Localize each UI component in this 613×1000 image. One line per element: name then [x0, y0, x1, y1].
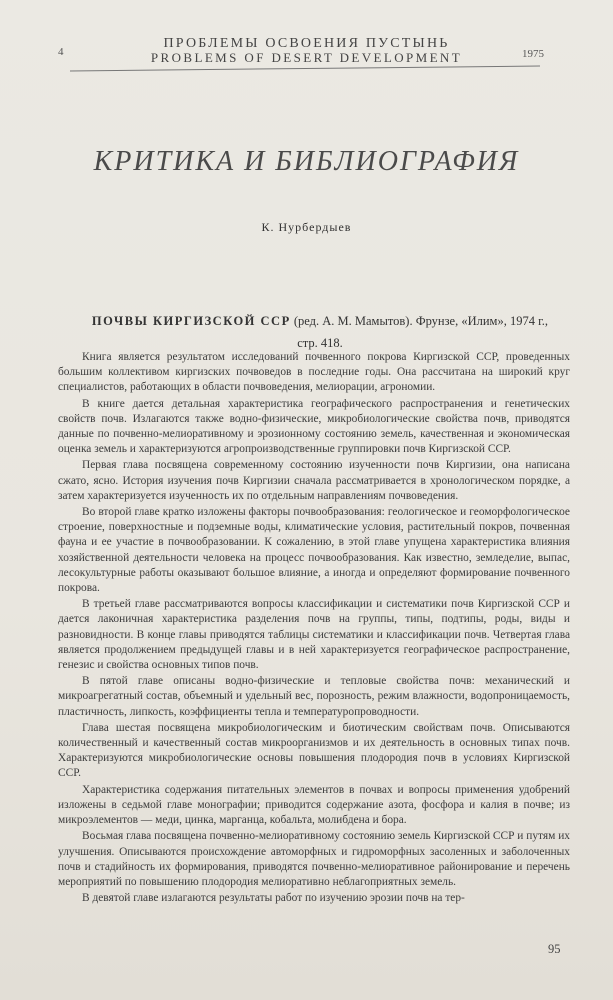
book-pages: стр. 418. — [297, 336, 343, 350]
paragraph: Первая глава посвящена современному состоянию изученности почв Киргизии, она написана сжато, ясно. История изучения почв Киргизии сначала рассматривается в хронологическом порядке, а затем характеризуется изученность их по отдельным направлениям почвоведения. — [58, 459, 570, 502]
paragraph: Характеристика содержания питательных элементов в почвах и вопросы применения удобрений изложены в седьмой главе монографии; приводится содержание азота, фосфора и калия в почве; из микроэлементов — меди, цинка, марганца, кобальта, молибдена и бора. — [58, 783, 570, 827]
paragraph: Восьмая глава посвящена почвенно-мелиоративному состоянию земель Киргизской ССР и путям их улучшения. Описываются происхождение автоморфных и гидроморфных засоленных и заболоченных почв и стадийность их формирования, приводятся почвенно-мелиоративное районирование и перечень мероприятий по повышению плодородия мелиоративно неблагоприятных земель. — [58, 830, 570, 888]
section-title: КРИТИКА И БИБЛИОГРАФИЯ — [93, 146, 520, 177]
book-editor: (ред. А. М. Мамытов). — [293, 314, 413, 328]
header-page-number: 4 — [58, 46, 64, 58]
paragraph: Глава шестая посвящена микробиологическим и биотическим свойствам почв. Описываются количественный и качественный состав микроорганизмов и их деятельность в основных типах почв. Характеризуются микробиологические основы повышения плодородия почв в условиях Киргизской ССР. — [58, 721, 570, 780]
paragraph: В третьей главе рассматриваются вопросы классификации и систематики почв Киргизской ССР и дается лаконичная характеристика разделения почв на группы, типы, подтипы, роды, виды и разновидности. В конце главы приводятся таблицы систематики и классификации почв. Четвертая глава является продолжением предыдущей главы и в ней характеризуется географическое распространение, генезис и свойства основных типов почв. — [58, 598, 570, 672]
header-year: 1975 — [522, 48, 544, 60]
book-publisher: Фрунзе, «Илим», 1974 г., — [415, 314, 549, 328]
paragraph: В пятой главе описаны водно-физические и тепловые свойства почв: механический и микроагрегатный состав, объемный и удельный вес, порозность, режим влажности, водопроницаемость, пластичность, липкость, коэффициенты тепла и температуропроводности. — [58, 675, 570, 718]
paragraph: Во второй главе кратко изложены факторы почвообразования: геологическое и геоморфологическое строение, поверхностные и подземные воды, климатические условия, растительный покров, почвенная фауна и ее участие в почвообразовании. К сожалению, в этой главе упущена характеристика влияния хозяйственной деятельности человека на процесс почвообразования. Как известно, земледелие, выпас, лесокультурные работы оказывают большое влияние, а иногда и определяют формирование почвенного покрова. — [58, 506, 570, 595]
page-number: 95 — [548, 942, 561, 956]
review-body — [58, 350, 570, 907]
paragraph: В книге дается детальная характеристика географического распространения и генетических свойств почв. Излагаются также водно-физические, микробиологические свойства почв, приводятся данные по почвенно-мелиоративному и эрозионному состоянию земель, качественная и экономическая оценка земель и характеризуются агропроизводственные группировки почв Киргизской ССР. — [58, 397, 570, 456]
header-rule — [70, 66, 540, 72]
paragraph: В девятой главе излагаются результаты работ по изучению эрозии почв на тер- — [82, 892, 465, 905]
book-title: ПОЧВЫ КИРГИЗСКОЙ ССР — [91, 314, 291, 328]
running-header — [0, 30, 613, 80]
journal-title-ru: ПРОБЛЕМЫ ОСВОЕНИЯ ПУСТЫНЬ — [163, 36, 450, 51]
author: К. Нурбердыев — [261, 220, 352, 234]
book-reference — [60, 310, 580, 354]
journal-title-en: PROBLEMS OF DESERT DEVELOPMENT — [150, 50, 463, 65]
paragraph: Книга является результатом исследований почвенного покрова Киргизской ССР, проведенных большим коллективом киргизских почвоведов в последние годы. Она рассчитана на широкий круг специалистов, работающих в области почвоведения, мелиорации, агрономии. — [58, 351, 570, 394]
